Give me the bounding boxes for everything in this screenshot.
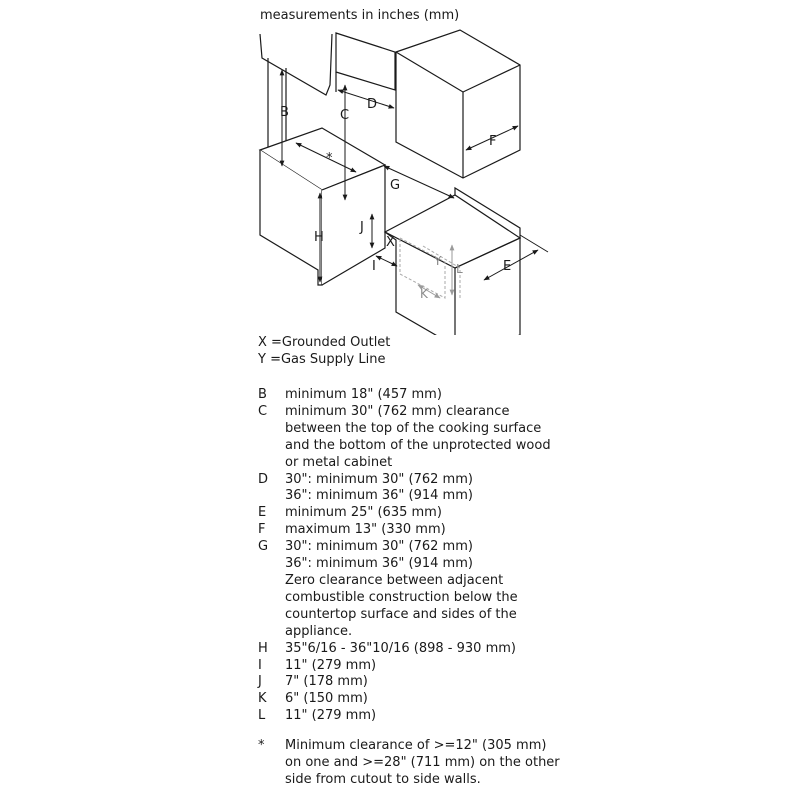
definition-line: 35"6/16 - 36"10/16 (898 - 930 mm) (285, 640, 516, 656)
definition-line: 7" (178 mm) (285, 674, 368, 690)
definition-text (285, 658, 558, 675)
definition-letter: J (258, 674, 262, 690)
definition-row (258, 522, 558, 539)
definition-row (258, 472, 558, 506)
footnote (258, 738, 558, 789)
definition-line: Zero clearance between adjacent (285, 572, 504, 588)
definition-letter: E (258, 505, 267, 521)
label-B: B (280, 105, 289, 120)
definition-row (258, 404, 558, 472)
definition-line: minimum 18" (457 mm) (285, 387, 442, 402)
definition-line: between the top of the cooking surface (285, 420, 542, 436)
definition-text (285, 472, 558, 506)
legend (258, 334, 390, 368)
definition-text (285, 674, 558, 691)
page-title: measurements in inches (mm) (260, 8, 460, 23)
definition-list (258, 387, 558, 725)
label-K: K (420, 287, 428, 301)
label-star: * (326, 151, 333, 166)
definition-letter: I (258, 657, 262, 673)
definition-row (258, 658, 558, 675)
label-F: F (489, 134, 497, 149)
definition-letter: D (258, 471, 269, 487)
definition-text (285, 641, 558, 658)
definition-row (258, 674, 558, 691)
definition-letter: C (258, 403, 268, 419)
definition-line: 30": minimum 30" (762 mm) (285, 471, 473, 487)
definition-line: 11" (279 mm) (285, 708, 377, 724)
definition-text (285, 505, 558, 522)
label-X: X (386, 235, 395, 250)
definition-row (258, 641, 558, 658)
definition-text (285, 387, 558, 404)
definition-row (258, 539, 558, 640)
definition-line: maximum 13" (330 mm) (285, 522, 446, 538)
footnote-line: Minimum clearance of >=12" (305 mm) (285, 738, 547, 753)
label-C: C (340, 108, 350, 123)
definition-letter: B (258, 387, 267, 402)
footnote-line: side from cutout to side walls. (285, 771, 481, 787)
footnote-symbol: * (258, 738, 265, 753)
definition-row (258, 708, 558, 725)
label-D: D (367, 97, 378, 112)
definition-line: minimum 30" (762 mm) clearance (285, 403, 510, 419)
definition-line: minimum 25" (635 mm) (285, 505, 442, 521)
definition-text (285, 539, 558, 640)
upper-cabinet-middle (336, 33, 395, 90)
definition-text (285, 691, 558, 708)
label-E: E (503, 259, 512, 274)
definition-line: 30": minimum 30" (762 mm) (285, 539, 473, 555)
definition-line: 11" (279 mm) (285, 657, 377, 673)
definition-letter: G (258, 539, 269, 555)
definition-line: appliance. (285, 623, 353, 639)
definition-letter: F (258, 522, 266, 538)
dim-D (338, 90, 394, 108)
definition-line: 36": minimum 36" (914 mm) (285, 556, 473, 572)
label-Y: Y (434, 254, 442, 268)
installation-diagram (0, 0, 800, 335)
definition-line: 36": minimum 36" (914 mm) (285, 488, 473, 504)
definition-letter: K (258, 691, 267, 707)
definition-text (285, 708, 558, 725)
label-L: L (456, 262, 463, 276)
definition-letter: L (258, 708, 266, 724)
upper-cabinet-left (260, 34, 332, 95)
definition-letter: H (258, 640, 268, 656)
label-G: G (390, 178, 401, 193)
definition-line: combustible construction below the (285, 589, 518, 605)
label-H: H (314, 230, 324, 245)
definition-text (285, 522, 558, 539)
definition-line: or metal cabinet (285, 454, 393, 470)
definition-line: and the bottom of the unprotected wood (285, 437, 551, 453)
footnote-text (285, 738, 560, 789)
definition-row (258, 505, 558, 522)
dim-I (376, 256, 397, 266)
definition-row (258, 387, 558, 404)
label-J: J (360, 220, 364, 235)
label-I: I (372, 259, 376, 274)
definition-text (285, 404, 558, 472)
definition-line: countertop surface and sides of the (285, 606, 517, 622)
footnote-line: on one and >=28" (711 mm) on the other (285, 754, 560, 770)
legend-item-y: Y =Gas Supply Line (258, 352, 386, 367)
definition-line: 6" (150 mm) (285, 691, 368, 707)
hood-box (396, 30, 520, 178)
legend-item-x: X =Grounded Outlet (258, 335, 391, 350)
definition-row (258, 691, 558, 708)
